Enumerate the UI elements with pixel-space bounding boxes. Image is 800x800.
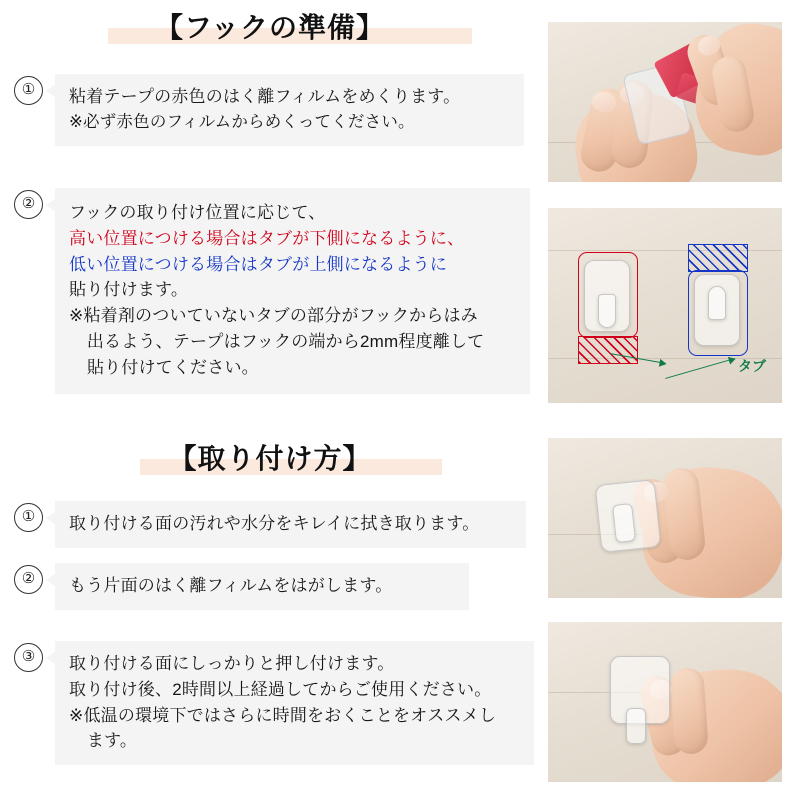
step-number: ① xyxy=(14,76,43,105)
section-title-attach: 【取り付け方】 xyxy=(168,443,372,474)
step-prep-1 xyxy=(14,74,524,146)
tab-callout-label: タブ xyxy=(738,358,766,374)
step-text-bubble xyxy=(55,641,534,765)
section-title-prep: 【フックの準備】 xyxy=(154,12,386,43)
step-line: もう片面のはく離フィルムをはがします。 xyxy=(69,576,393,595)
step-number: ② xyxy=(14,190,43,219)
hook-arm xyxy=(626,708,646,744)
photo-press-hook xyxy=(548,622,782,782)
step-number: ③ xyxy=(14,643,43,672)
step-line-highlight-red: 高い位置につける場合はタブが下側になるように、 xyxy=(69,228,465,248)
step-line: 取り付ける面にしっかりと押し付けます。 xyxy=(69,654,395,673)
section-heading-attach xyxy=(20,437,520,481)
step-text-bubble xyxy=(55,74,524,146)
step-line: 取り付け後、2時間以上経過してからご使用ください。 xyxy=(69,679,492,699)
finger xyxy=(669,667,709,755)
step-content xyxy=(55,563,469,610)
photo-hook-tab-position xyxy=(548,208,782,403)
outline-hook-blue xyxy=(688,270,748,356)
step-text-bubble xyxy=(55,501,526,548)
step-content xyxy=(55,188,530,394)
step-line: 貼り付けます。 xyxy=(69,280,189,300)
outline-hook-red xyxy=(578,252,638,338)
step-attach-3 xyxy=(14,641,534,765)
step-line: フックの取り付け位置に応じて、 xyxy=(69,203,326,222)
step-line: ます。 xyxy=(86,731,138,751)
step-text-bubble xyxy=(55,188,530,394)
step-line: ※必ず赤色のフィルムからめくってください。 xyxy=(69,112,415,131)
step-number: ① xyxy=(14,503,43,532)
step-line: ※粘着剤のついていないタブの部分がフックからはみ xyxy=(69,306,478,326)
step-attach-1 xyxy=(14,501,526,548)
tab-area-top xyxy=(688,244,748,272)
section-heading-prep xyxy=(20,6,520,50)
step-line: 出るよう、テープはフックの端から2mm程度離して xyxy=(86,332,485,352)
step-content xyxy=(55,641,534,765)
step-prep-2 xyxy=(14,188,530,394)
step-line: 貼り付けてください。 xyxy=(86,357,259,377)
step-number: ② xyxy=(14,565,43,594)
step-line-highlight-blue: 低い位置につける場合はタブが上側になるように xyxy=(69,254,448,274)
step-line: ※低温の環境下ではさらに時間をおくことをオススメし xyxy=(69,705,497,725)
photo-peel-red-film xyxy=(548,22,782,182)
tab-area-bottom xyxy=(578,336,638,364)
step-line: 粘着テープの赤色のはく離フィルムをめくります。 xyxy=(69,87,461,106)
step-content xyxy=(55,501,526,548)
step-line: 取り付ける面の汚れや水分をキレイに拭き取ります。 xyxy=(69,514,480,533)
step-attach-2 xyxy=(14,563,469,610)
step-content xyxy=(55,74,524,146)
step-text-bubble xyxy=(55,563,469,610)
hook-arm xyxy=(612,503,636,543)
photo-wipe-surface xyxy=(548,438,782,598)
